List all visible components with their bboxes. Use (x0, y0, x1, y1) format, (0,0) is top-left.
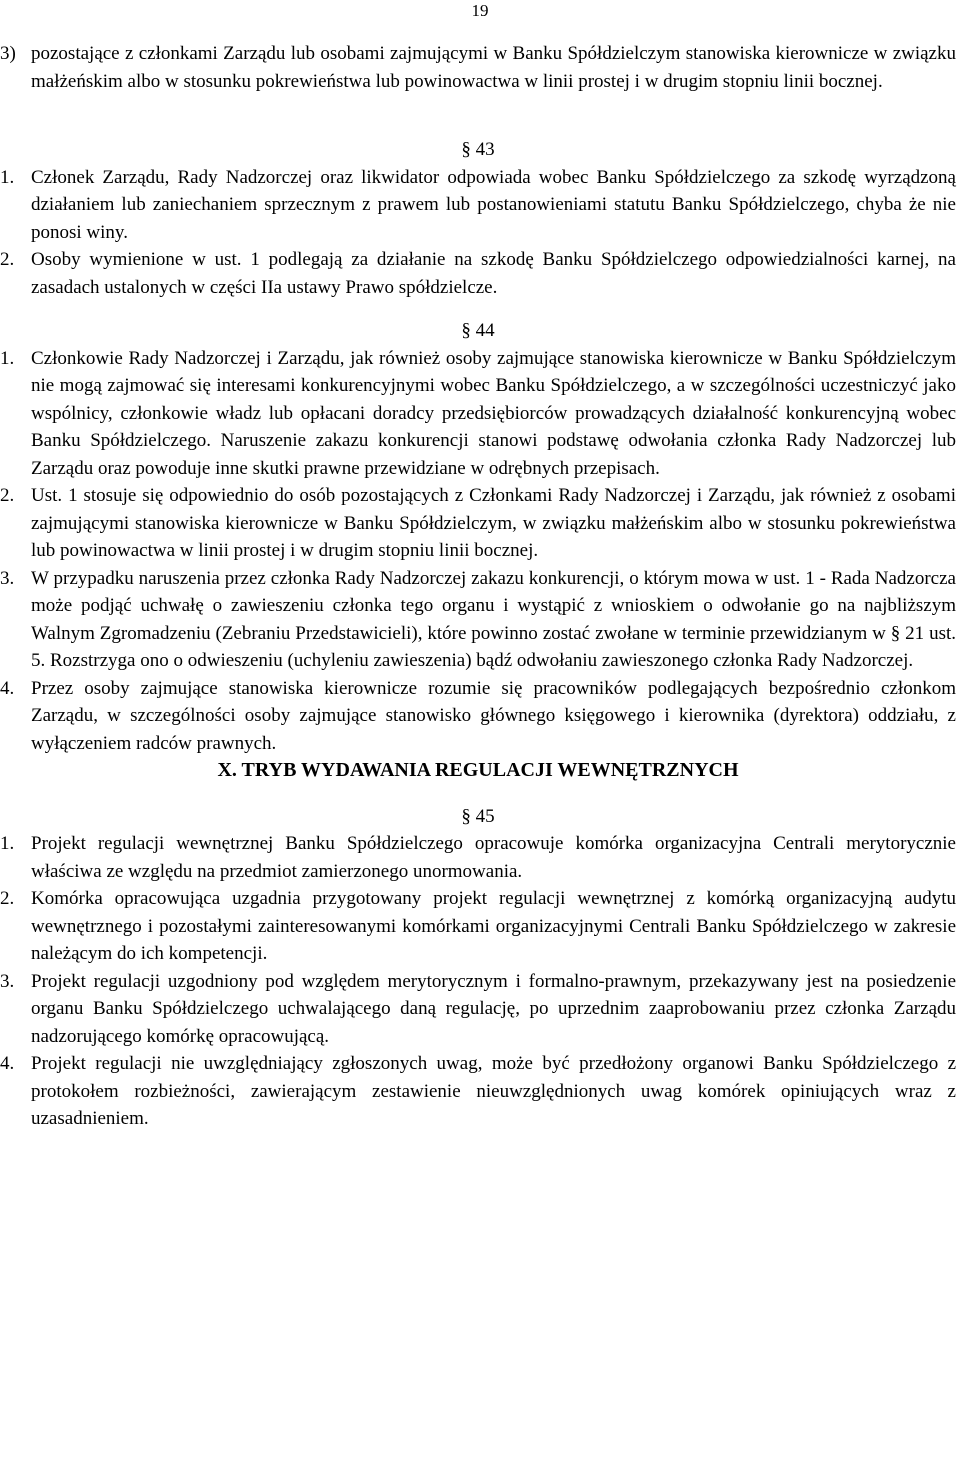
item-number: 4. (0, 1053, 15, 1074)
item-number: 2. (0, 249, 15, 270)
s44-item-1 (0, 345, 956, 483)
section-44-heading: § 44 (461, 320, 495, 341)
item-number: 1. (0, 347, 15, 369)
page-number: 19 (471, 1, 489, 20)
item-number: 3. (0, 970, 15, 992)
item-text: Projekt regulacji uzgodniony pod względem merytorycznym i formalno-prawnym, przekazywany jest na posiedzenie organu Banku Spółdzielczego uchwalającego daną regulację, po uprzednim zaaprobowaniu przez członka Zarządu nadzorującego komórkę opracowującą. (31, 970, 956, 1047)
s43-item-1 (0, 164, 956, 247)
item-text: W przypadku naruszenia przez członka Rady Nadzorczej zakazu konkurencji, o którym mowa w ust. 1 - Rada Nadzorcza może podjąć uchwałę o zawieszeniu członka tego organu i wystąpić z wnioskiem o odwołanie go na najbliższym Walnym Zgromadzeniu (Zebraniu Przedstawicieli), które powinno zostać zwołane w terminie przewidzianym w § 21 ust. 5. Rozstrzyga ono o odwieszeniu (uchyleniu zawieszenia) bądź odwołaniu zawieszonego członka Rady Nadzorczej. (31, 567, 956, 671)
intro-list-item (0, 40, 956, 95)
s45-item-1 (0, 830, 956, 885)
item-text: Przez osoby zajmujące stanowiska kierownicze rozumie się pracowników podlegających bezpośrednio członkom Zarządu, w szczególności osoby zajmujące stanowisko głównego księgowego i kierownika (dyrektora) oddziału, z wyłączeniem radców prawnych. (31, 677, 956, 754)
item-number: 3) (0, 43, 16, 64)
s44-item-2 (0, 482, 956, 565)
s45-item-2 (0, 885, 956, 968)
section-45-heading: § 45 (461, 805, 495, 827)
s45-item-4 (0, 1050, 956, 1133)
item-text: Projekt regulacji wewnętrznej Banku Spółdzielczego opracowuje komórka organizacyjna Centrali merytorycznie właściwa ze względu na przedmiot zamierzonego unormowania. (31, 833, 956, 882)
item-number: 2. (0, 485, 15, 506)
document-body (0, 40, 956, 1133)
item-number: 1. (0, 166, 15, 188)
item-number: 1. (0, 833, 15, 854)
item-number: 4. (0, 677, 15, 699)
item-text: pozostające z członkami Zarządu lub osobami zajmującymi w Banku Spółdzielczym stanowiska kierownicze w związku małżeńskim albo w stosunku pokrewieństwa lub powinowactwa w linii prostej i w drugim stopniu linii bocznej. (31, 43, 956, 92)
chapter-title: X. TRYB WYDAWANIA REGULACJI WEWNĘTRZNYCH (217, 759, 739, 781)
item-text: Członkowie Rady Nadzorczej i Zarządu, jak również osoby zajmujące stanowiska kierownicze w Banku Spółdzielczym nie mogą zajmować się interesami konkurencyjnymi wobec Banku Spółdzielczego, a w szczególności uczestniczyć jako wspólnicy, członkowie władz lub opłacani doradcy przedsiębiorców prowadzących działalność konkurencyjną wobec Banku Spółdzielczego. Naruszenie zakazu konkurencji stanowi podstawę odwołania członka Rady Nadzorczej lub Zarządu oraz powoduje inne skutki prawne przewidziane w odrębnych przepisach. (31, 347, 956, 479)
item-text: Członek Zarządu, Rady Nadzorczej oraz likwidator odpowiada wobec Banku Spółdzielczego za szkodę wyrządzoną działaniem lub zaniechaniem sprzecznym z prawem lub postanowieniami statutu Banku Spółdzielczego, chyba że nie ponosi winy. (31, 166, 956, 243)
s44-item-3 (0, 565, 956, 675)
item-text: Osoby wymienione w ust. 1 podlegają za działanie na szkodę Banku Spółdzielczego odpowiedzialności karnej, na zasadach ustalonych w części IIa ustawy Prawo spółdzielcze. (31, 249, 956, 298)
item-number: 2. (0, 888, 15, 909)
item-text: Ust. 1 stosuje się odpowiednio do osób pozostających z Członkami Rady Nadzorczej i Zarządu, jak również z osobami zajmującymi stanowiska kierownicze w Banku Spółdzielczym, w związku małżeńskim albo w stosunku pokrewieństwa lub powinowactwa w linii prostej i w drugim stopniu linii bocznej. (31, 485, 956, 561)
item-number: 3. (0, 567, 15, 589)
s44-item-4 (0, 675, 956, 758)
section-43-heading: § 43 (461, 139, 495, 160)
item-text: Komórka opracowująca uzgadnia przygotowany projekt regulacji wewnętrznej z komórką organizacyjną audytu wewnętrznego i pozostałymi zainteresowanymi komórkami organizacyjnymi Centrali Banku Spółdzielczego w zakresie należącym do ich kompetencji. (31, 888, 956, 964)
s45-item-3 (0, 968, 956, 1051)
item-text: Projekt regulacji nie uwzględniający zgłoszonych uwag, może być przedłożony organowi Banku Spółdzielczego z protokołem rozbieżności, zawierającym zestawienie nieuwzględnionych uwag komórek opiniujących wraz z uzasadnieniem. (31, 1053, 956, 1129)
s43-item-2 (0, 246, 956, 301)
